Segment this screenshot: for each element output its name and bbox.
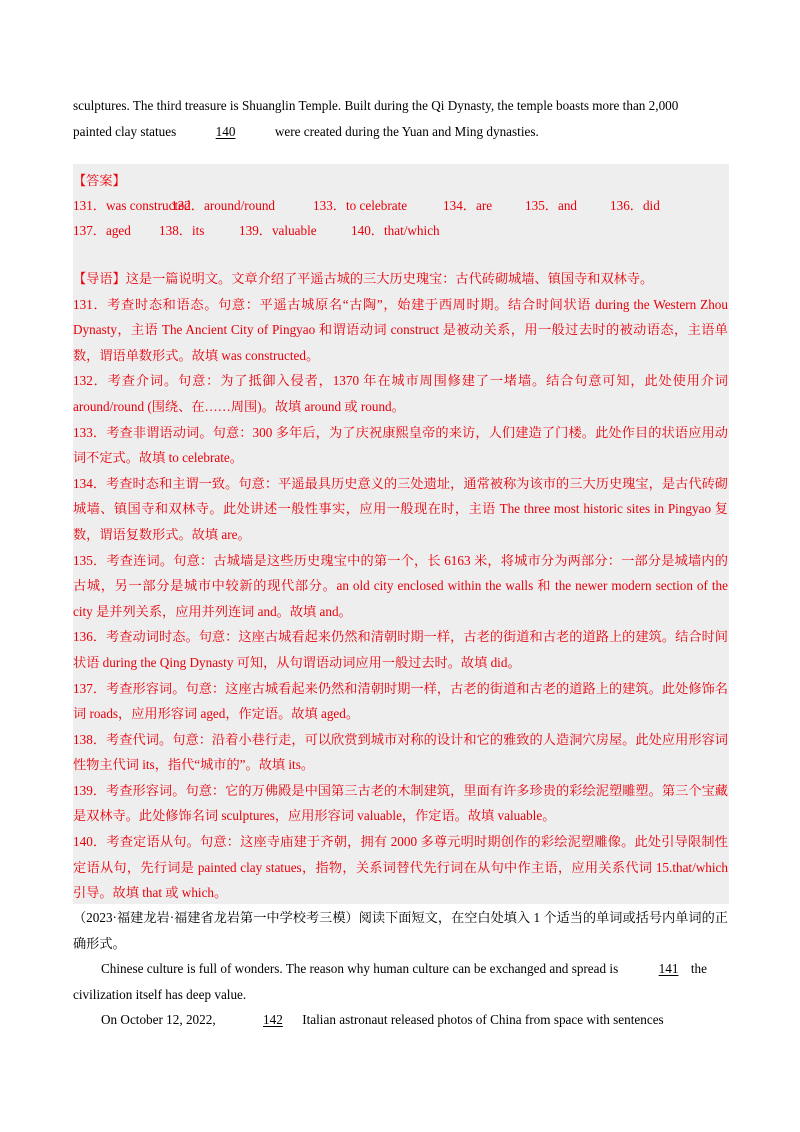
explanation-item: 139．考查形容词。句意：它的万佛殿是中国第三古老的木制建筑，里面有许多珍贵的彩绘泥塑雕塑。第三个宝藏是双林寺。此处修饰名词 sculptures，应用形容词 valuable，作定语。故填 valuable。 (73, 782, 728, 824)
explanation-item: 137．考查形容词。句意：这座古城看起来仍然和清朝时期一样，古老的街道和古老的道路上的建筑。此处修饰名词 roads，应用形容词 aged，作定语。故填 aged。 (73, 680, 728, 722)
passage-line (73, 119, 728, 145)
passage-ending (73, 93, 728, 144)
explanation-item: 138．考查代词。句意：沿着小巷行走，可以欣赏到城市对称的设计和它的雅致的人造洞穴房屋。此处应用形容词性物主代词 its，指代“城市的”。故填 its。 (73, 731, 728, 773)
passage-paragraph (73, 1007, 728, 1033)
passage-paragraph (73, 956, 728, 1007)
answer-row (73, 218, 728, 243)
answer-item: 140．that/which (351, 223, 440, 238)
passage-text: were created during the Yuan and Ming dynasties. (271, 123, 539, 139)
passage-text: the civilization itself has deep value. (73, 961, 707, 1002)
answer-item: 133．to celebrate (313, 198, 408, 213)
explanation-section (73, 266, 728, 906)
passage-text: On October 12, 2022, (101, 1012, 219, 1027)
passage-text: Chinese culture is full of wonders. The reason why human culture can be exchanged and spread is (101, 961, 622, 976)
passage-line: sculptures. The third treasure is Shuanglin Temple. Built during the Qi Dynasty, the temple boasts more than 2,000 (73, 98, 679, 113)
answer-item: 137．aged (73, 223, 131, 238)
answer-section (73, 169, 728, 243)
answer-item: 131．was constructed (73, 198, 191, 213)
passage-text: painted clay statues (73, 123, 180, 139)
blank-141: 141 (658, 961, 679, 976)
blank-142: 142 (263, 1012, 283, 1027)
passage-text: Italian astronaut released photos of China from space with sentences (298, 1012, 664, 1027)
explanation-item: 134．考查时态和主谓一致。句意：平遥最具历史意义的三处遗址，通常被称为该市的三大历史瑰宝，是古代砖砌城墙、镇国寺和双林寺。此处讲述一般性事实，应用一般现在时，主语 The three most historic sites in Pingyao 复数，谓语复数形式。故填 are。 (73, 475, 728, 542)
explanation-item: 136．考查动词时态。句意：这座古城看起来仍然和清朝时期一样，古老的街道和古老的道路上的建筑。结合时间状语 during the Qing Dynasty 可知，从句谓语动词应用一般过去时。故填 did。 (73, 629, 728, 670)
answer-item: 139．valuable (239, 223, 317, 238)
explanation-item: 131．考查时态和语态。句意：平遥古城原名“古陶”，始建于西周时期。结合时间状语 during the Western Zhou Dynasty，主语 The Ancient City of Pingyao 和谓语动词 construct 是被动关系，用一般过去时的被动语态，主语单数，谓语单数形式。故填 was constructed。 (73, 296, 728, 363)
answer-title: 【答案】 (73, 173, 126, 188)
answer-item: 138．its (159, 223, 205, 238)
answer-row (73, 193, 728, 218)
answer-item: 136．did (610, 198, 660, 213)
next-question (73, 905, 728, 1033)
answer-item: 134．are (443, 198, 493, 213)
question-header: （2023·福建龙岩·福建省龙岩第一中学校考三模）阅读下面短文，在空白处填入 1 个适当的单词或括号内单词的正确形式。 (73, 910, 728, 951)
explanation-item: 133．考查非谓语动词。句意：300 多年后，为了庆祝康熙皇帝的来访，人们建造了门楼。此处作目的状语应用动词不定式。故填 to celebrate。 (73, 424, 728, 466)
explanation-item: 135．考查连词。句意：古城墙是这些历史瑰宝中的第一个，长 6163 米，将城市分为两部分：一部分是城墙内的古城，另一部分是城市中较新的现代部分。an old city enclosed within the walls 和 the newer modern section of the city 是并列关系，应用并列连词 and。故填 and。 (73, 552, 728, 619)
guide-text: 【导语】这是一篇说明文。文章介绍了平遥古城的三大历史瑰宝：古代砖砌城墙、镇国寺和双林寺。 (73, 271, 654, 286)
blank-140: 140 (215, 123, 236, 139)
answer-item: 135．and (525, 198, 578, 213)
answer-item: 132．around/round (171, 198, 276, 213)
explanation-item: 140．考查定语从句。句意：这座寺庙建于齐朝，拥有 2000 多尊元明时期创作的彩绘泥塑雕像。此处引导限制性定语从句，先行词是 painted clay statues，指物，关系词替代先行词在从句中作主语，应用关系代词 15.that/which 引导。故填 that 或 which。 (73, 834, 728, 901)
explanation-item: 132．考查介词。句意：为了抵御入侵者，1370 年在城市周围修建了一堵墙。结合句意可知，此处使用介词 around/round (围绕、在……周围)。故填 around 或 round。 (73, 373, 728, 414)
